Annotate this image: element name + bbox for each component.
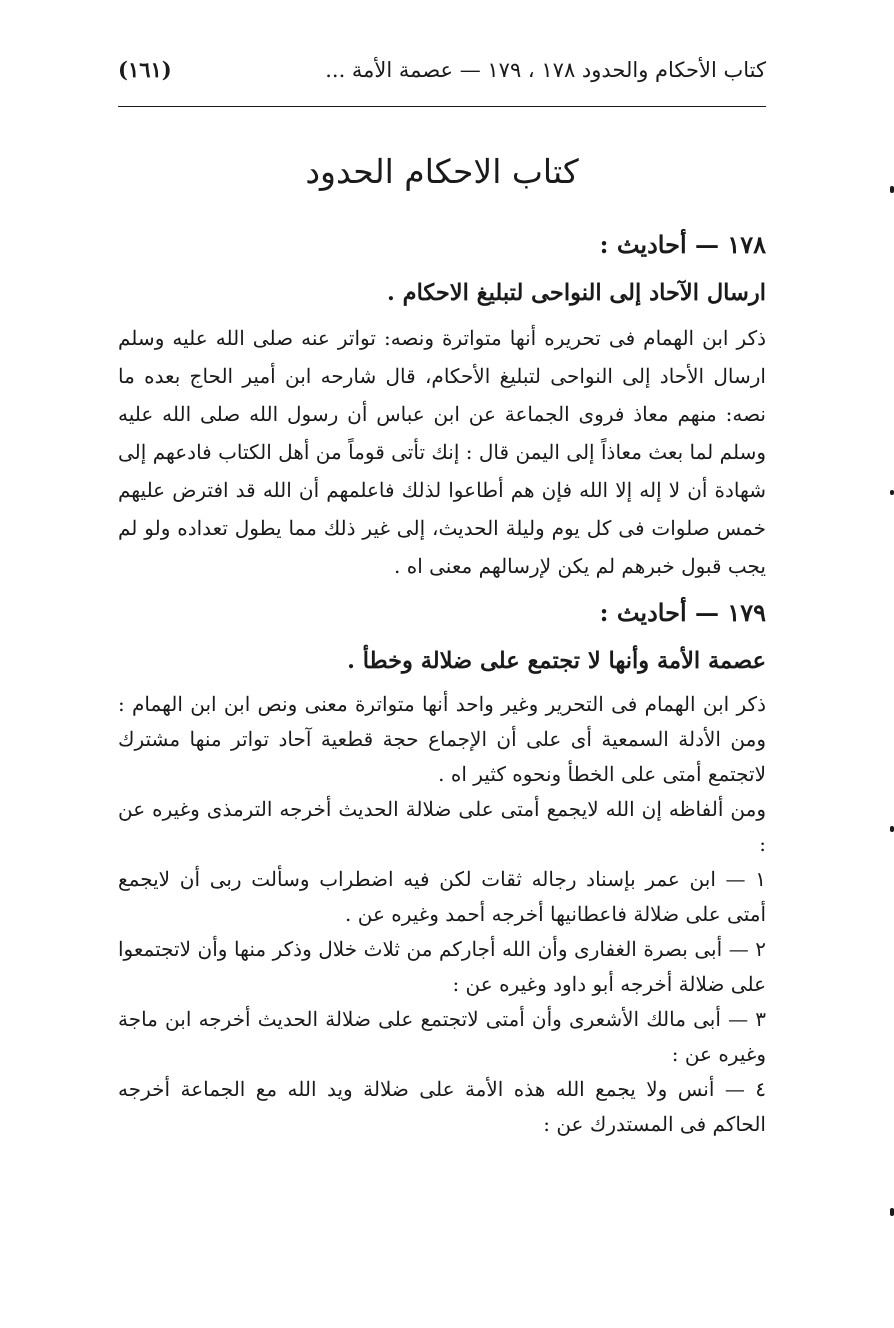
book-title: كتاب الاحكام الحدود xyxy=(305,152,579,191)
body-paragraph: ذكر ابن الهمام فى التحرير وغير واحد أنها متواترة معنى ونص ابن ابن الهمام : ومن الأدلة السمعية أى على أن الإجماع حجة قطعية آحاد تواتر منها مشترك لاتجتمع أمتى على الخطأ ونحوه كثير اه . xyxy=(118,692,766,786)
hadith-item: ١ — ابن عمر بإسناد رجاله ثقات لكن فيه اضطراب وسألت ربى أن لايجمع أمتى على ضلالة فاعطانيها أخرجه أحمد وغيره عن . xyxy=(118,867,766,926)
section-subheading: ارسال الآحاد إلى النواحى لتبليغ الاحكام . xyxy=(386,280,766,306)
body-paragraph: ذكر ابن الهمام فى تحريره أنها متواترة ونصه: تواتر عنه صلى الله عليه وسلم ارسال الأحاد إلى النواحى لتبليغ الأحكام، قال شارحه ابن أمير الحاج بعده ما نصه: منهم معاذ فروى الجماعة عن ابن عباس أن رسول الله صلى الله عليه وسلم لما بعث معاذاً إلى اليمن قال : إنك تأتى قوماً من أهل الكتاب فادعهم إلى شهادة أن لا إله إلا الله فإن هم أطاعوا لذلك فاعلمهم أن الله قد افترض عليهم خمس صلوات فى كل يوم وليلة الحديث، إلى غير ذلك مما يطول تعداده ولو لم يجب قبول خبرهم لم يكن لإرسالهم معنى اه . xyxy=(118,326,766,578)
section-subheading: عصمة الأمة وأنها لا تجتمع على ضلالة وخطأ . xyxy=(347,648,766,674)
scan-edge-mark xyxy=(890,826,894,832)
page-number: (١٦١) xyxy=(118,57,172,82)
scan-edge-mark xyxy=(890,1208,894,1216)
scan-edge-mark xyxy=(890,490,894,495)
running-header xyxy=(118,50,766,90)
section-179 xyxy=(118,593,766,1142)
section-178 xyxy=(118,225,766,585)
body-paragraph: ومن ألفاظه إن الله لايجمع أمتى على ضلالة الحديث أخرجه الترمذى وغيره عن : xyxy=(118,797,766,856)
hadith-item: ٢ — أبى بصرة الغفارى وأن الله أجاركم من ثلاث خلال وذكر منها وأن لاتجتمعوا على ضلالة أخرجه أبو داود وغيره عن : xyxy=(118,937,766,996)
section-heading: ١٧٨ — أحاديث : xyxy=(599,230,766,259)
section-heading: ١٧٩ — أحاديث : xyxy=(599,598,766,627)
header-rule xyxy=(118,106,766,107)
page-body xyxy=(118,50,766,1142)
hadith-item: ٣ — أبى مالك الأشعرى وأن أمتى لاتجتمع على ضلالة الحديث أخرجه ابن ماجة وغيره عن : xyxy=(118,1007,766,1066)
hadith-item: ٤ — أنس ولا يجمع الله هذه الأمة على ضلالة ويد الله مع الجماعة أخرجه الحاكم فى المستدرك عن : xyxy=(118,1077,766,1136)
running-title: كتاب الأحكام والحدود ١٧٨ ، ١٧٩ — عصمة الأمة ... xyxy=(325,58,766,82)
scan-edge-mark xyxy=(890,186,894,193)
